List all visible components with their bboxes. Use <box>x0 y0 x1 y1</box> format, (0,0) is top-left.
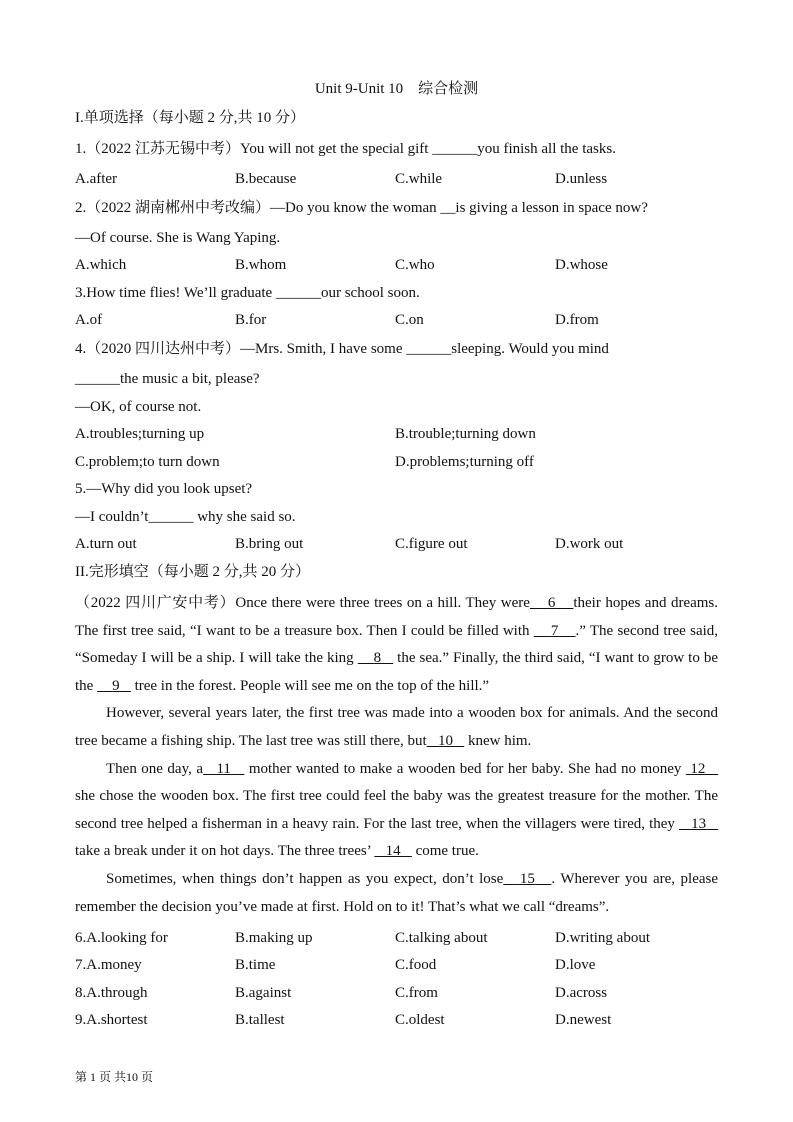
cloze-option-9c: C.oldest <box>395 1012 445 1028</box>
q4-option-a: A.troubles;turning up <box>75 426 205 442</box>
q3-option-c: C.on <box>395 312 424 328</box>
q1-option-c: C.while <box>395 171 443 187</box>
blank-14: 14 <box>385 843 401 860</box>
page-title: Unit 9-Unit 10 综合检测 <box>314 81 479 97</box>
q1-option-d: D.unless <box>555 171 608 187</box>
q5-option-c: C.figure out <box>395 536 468 552</box>
page-footer: 第 1 页 共10 页 <box>75 1070 154 1084</box>
q3-option-d: D.from <box>555 312 599 328</box>
cloze-paragraph-3: Then one day, a 11 mother wanted to make a wooden bed for her baby. She had no money 12 she chose the wooden box. The first tree could feel the baby was the greatest treasure for the mother. The second tree helped a fisherman in a heavy rain. For the last tree, when the villagers were tired, they 13 take a break under it on hot days. The three trees’ 14 come true. <box>75 760 718 860</box>
blank-7: 7 <box>550 622 559 639</box>
cloze-option-8d: D.across <box>555 985 608 1001</box>
section2-heading: II.完形填空（每小题 2 分,共 20 分） <box>75 564 310 580</box>
cloze-option-8a: 8.A.through <box>75 985 148 1001</box>
section1-heading: I.单项选择（每小题 2 分,共 10 分） <box>75 110 305 126</box>
q1-option-b: B.because <box>235 171 297 187</box>
cloze-option-7a: 7.A.money <box>75 957 142 973</box>
q2-option-c: C.who <box>395 257 435 273</box>
blank-15: 15 <box>519 870 535 887</box>
q2-option-a: A.which <box>75 257 127 273</box>
q4-line2: ______the music a bit, please? <box>75 371 260 387</box>
q4-option-b: B.trouble;turning down <box>395 426 536 442</box>
q5-line2: —I couldn’t______ why she said so. <box>75 509 296 525</box>
q4-line3: —OK, of course not. <box>75 399 202 415</box>
cloze-paragraph-4: Sometimes, when things don’t happen as you expect, don’t lose 15 . Wherever you are, please remember the decision you’ve made at first. Hold on to it! That’s what we call “dreams”. <box>75 870 719 915</box>
q5-stem: 5.—Why did you look upset? <box>75 481 253 497</box>
cloze-option-6d: D.writing about <box>555 930 650 946</box>
q1-option-a: A.after <box>75 171 118 187</box>
cloze-option-6c: C.talking about <box>395 930 488 946</box>
q3-option-a: A.of <box>75 312 103 328</box>
q3-stem: 3.How time flies! We’ll graduate ______our school soon. <box>75 285 420 301</box>
blank-9: 9 <box>112 677 120 694</box>
q5-option-a: A.turn out <box>75 536 137 552</box>
cloze-option-9b: B.tallest <box>235 1012 285 1028</box>
cloze-option-9d: D.newest <box>555 1012 612 1028</box>
q2-line2: —Of course. She is Wang Yaping. <box>75 230 281 246</box>
blank-8: 8 <box>373 650 382 667</box>
cloze-paragraph-2: However, several years later, the first tree was made into a wooden box for animals. And the second tree became a fishing ship. The last tree was still there, but 10 knew him. <box>75 705 718 749</box>
cloze-option-6a: 6.A.looking for <box>75 930 168 946</box>
cloze-paragraph-1: （2022 四川广安中考）Once there were three trees on a hill. They were 6 their hopes and dreams. The first tree said, “I want to be a treasure box. Then I could be filled with 7 .” The second tree said, “Someday I will be a ship. I will take the king 8 the sea.” Finally, the third said, “I want to grow to be the 9 tree in the forest. People will see me on the top of the hill.” <box>75 595 719 694</box>
cloze-option-7c: C.food <box>395 957 437 973</box>
q3-option-b: B.for <box>235 312 267 328</box>
cloze-option-6b: B.making up <box>235 930 313 946</box>
q4-stem: 4.（2020 四川达州中考）—Mrs. Smith, I have some ______sleeping. Would you mind <box>75 341 609 357</box>
blank-13: 13 <box>691 815 707 832</box>
cloze-option-7b: B.time <box>235 957 276 973</box>
blank-10: 10 <box>437 732 453 749</box>
q5-option-b: B.bring out <box>235 536 304 552</box>
q2-stem: 2.（2022 湖南郴州中考改编）—Do you know the woman __is giving a lesson in space now? <box>75 200 648 216</box>
cloze-option-9a: 9.A.shortest <box>75 1012 148 1028</box>
q1-stem: 1.（2022 江苏无锡中考）You will not get the special gift ______you finish all the tasks. <box>75 141 616 157</box>
cloze-option-8c: C.from <box>395 985 438 1001</box>
q5-option-d: D.work out <box>555 536 624 552</box>
q2-option-d: D.whose <box>555 257 608 273</box>
cloze-option-8b: B.against <box>235 985 292 1001</box>
blank-11: 11 <box>216 760 231 777</box>
q2-option-b: B.whom <box>235 257 287 273</box>
blank-6: 6 <box>547 595 556 611</box>
cloze-option-7d: D.love <box>555 957 596 973</box>
q4-option-d: D.problems;turning off <box>395 454 534 470</box>
blank-12: 12 <box>690 760 706 777</box>
cloze-passage <box>75 590 718 921</box>
q4-option-c: C.problem;to turn down <box>75 454 220 470</box>
